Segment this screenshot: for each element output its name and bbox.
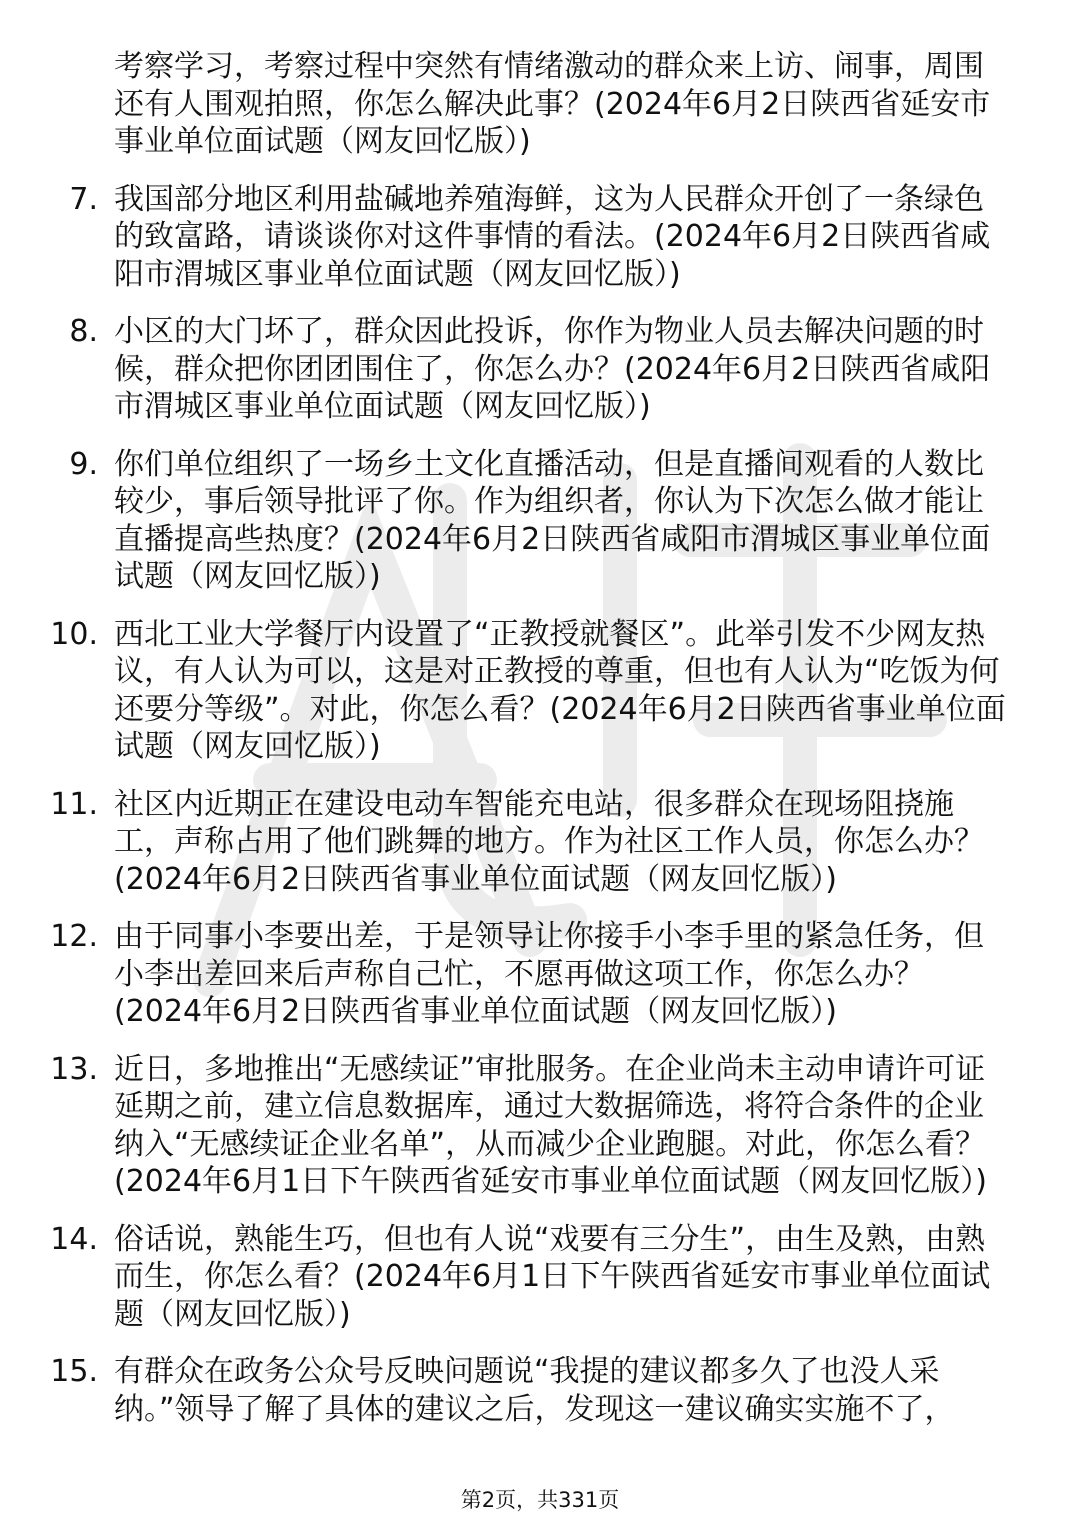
page-number: 第2页，共331页 [460, 1488, 620, 1512]
question-list [0, 48, 1080, 1448]
list-item [0, 446, 1080, 596]
question-text: 西北工业大学餐厅内设置了“正教授就餐区”。此举引发不少网友热议，有人认为可以，这是对正教授的尊重，但也有人认为“吃饭为何还要分等级”。对此，你怎么看？(2024年6月2日陕西省事业单位面试题（网友回忆版）) [114, 616, 1006, 764]
list-item [0, 616, 1080, 766]
question-number: 7. [69, 181, 98, 217]
question-text: 由于同事小李要出差，于是领导让你接手小李手里的紧急任务，但小李出差回来后声称自己忙，不愿再做这项工作，你怎么办？(2024年6月2日陕西省事业单位面试题（网友回忆版）) [114, 919, 984, 1029]
question-text: 你们单位组织了一场乡土文化直播活动，但是直播间观看的人数比较少，事后领导批评了你。作为组织者，你认为下次怎么做才能让直播提高些热度？(2024年6月2日陕西省咸阳市渭城区事业单位面试题（网友回忆版）) [114, 446, 991, 594]
list-item [0, 181, 1080, 294]
question-text: 近日，多地推出“无感续证”审批服务。在企业尚未主动申请许可证延期之前，建立信息数据库，通过大数据筛选，将符合条件的企业纳入“无感续证企业名单”，从而减少企业跑腿。对此，你怎么看？(2024年6月1日下午陕西省延安市事业单位面试题（网友回忆版）) [114, 1051, 987, 1199]
question-number: 15. [50, 1354, 98, 1389]
question-text: 俗话说，熟能生巧，但也有人说“戏要有三分生”，由生及熟，由熟而生，你怎么看？(2024年6月1日下午陕西省延安市事业单位面试题（网友回忆版）) [114, 1221, 991, 1332]
question-number: 14. [50, 1221, 98, 1257]
question-text: 小区的大门坏了，群众因此投诉，你作为物业人员去解决问题的时候，群众把你团团围住了，你怎么办？(2024年6月2日陕西省咸阳市渭城区事业单位面试题（网友回忆版）) [114, 314, 991, 424]
question-text: 我国部分地区利用盐碱地养殖海鲜，这为人民群众开创了一条绿色的致富路，请谈谈你对这件事情的看法。(2024年6月2日陕西省咸阳市渭城区事业单位面试题（网友回忆版）) [114, 181, 991, 292]
list-item-intro [0, 48, 1080, 161]
question-number: 8. [69, 314, 98, 349]
list-item [0, 1353, 1080, 1428]
question-number: 12. [50, 919, 98, 954]
question-number: 13. [50, 1051, 98, 1087]
question-text: 社区内近期正在建设电动车智能充电站，很多群众在现场阻挠施工，声称占用了他们跳舞的地方。作为社区工作人员，你怎么办？(2024年6月2日陕西省事业单位面试题（网友回忆版）) [114, 786, 984, 897]
list-item [0, 1051, 1080, 1201]
question-text: 有群众在政务公众号反映问题说“我提的建议都多久了也没人采纳。”领导了解了具体的建议之后，发现这一建议确实实施不了， [114, 1354, 955, 1427]
list-item [0, 313, 1080, 426]
question-number: 9. [69, 446, 98, 482]
question-number: 10. [50, 616, 98, 652]
list-item [0, 1221, 1080, 1334]
question-number: 11. [50, 786, 98, 822]
question-text: 考察学习，考察过程中突然有情绪激动的群众来上访、闹事，周围还有人围观拍照，你怎么解决此事？(2024年6月2日陕西省延安市事业单位面试题（网友回忆版）) [114, 49, 991, 159]
list-item [0, 918, 1080, 1031]
list-item [0, 786, 1080, 899]
